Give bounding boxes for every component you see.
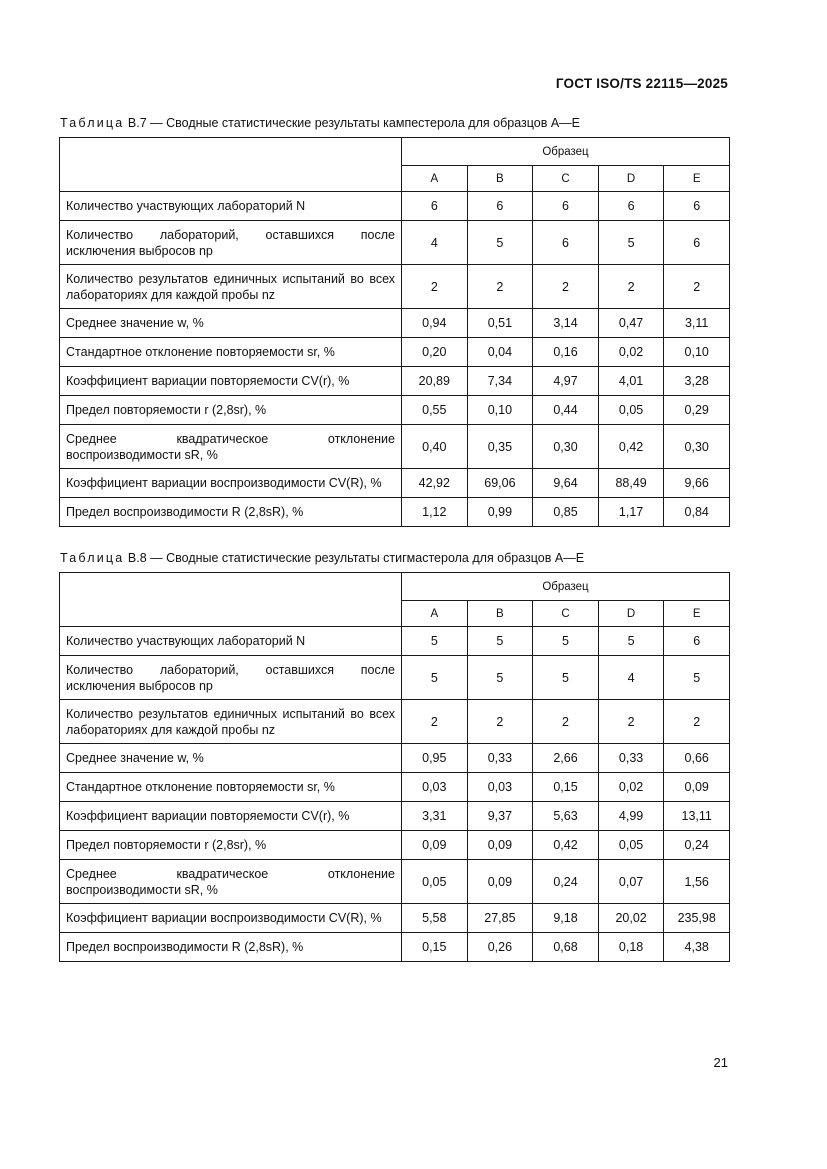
cell-value: 0,02 xyxy=(598,338,664,367)
cell-value: 3,11 xyxy=(664,309,730,338)
cell-value: 0,05 xyxy=(598,396,664,425)
cell-value: 5 xyxy=(402,627,468,656)
table-row xyxy=(60,860,730,904)
cell-value: 0,09 xyxy=(402,831,468,860)
header-blank-cell xyxy=(60,573,402,627)
table-row xyxy=(60,367,730,396)
cell-value: 6 xyxy=(664,627,730,656)
cell-value: 6 xyxy=(598,192,664,221)
cell-value: 0,42 xyxy=(598,425,664,469)
cell-value: 6 xyxy=(402,192,468,221)
cell-value: 2 xyxy=(467,700,533,744)
table-row xyxy=(60,744,730,773)
cell-value: 0,18 xyxy=(598,933,664,962)
cell-value: 2 xyxy=(598,265,664,309)
cell-value: 0,15 xyxy=(402,933,468,962)
cell-value: 6 xyxy=(664,221,730,265)
cell-value: 0,51 xyxy=(467,309,533,338)
cell-value: 0,95 xyxy=(402,744,468,773)
cell-value: 6 xyxy=(467,192,533,221)
row-label: Среднее значение w, % xyxy=(60,744,402,773)
header-blank-cell xyxy=(60,138,402,192)
cell-value: 0,05 xyxy=(402,860,468,904)
cell-value: 2 xyxy=(402,265,468,309)
sample-header-a: A xyxy=(402,601,468,627)
table-row xyxy=(60,656,730,700)
row-label: Стандартное отклонение повторяемости sr, % xyxy=(60,773,402,802)
table-row xyxy=(60,831,730,860)
row-label: Среднее квадратическое отклонение воспроизводимости sR, % xyxy=(60,425,402,469)
cell-value: 0,24 xyxy=(533,860,599,904)
table-row xyxy=(60,265,730,309)
row-label: Количество результатов единичных испытаний во всех лабораториях для каждой пробы nz xyxy=(60,700,402,744)
cell-value: 0,55 xyxy=(402,396,468,425)
table-row xyxy=(60,904,730,933)
row-label: Коэффициент вариации повторяемости CV(r), % xyxy=(60,367,402,396)
cell-value: 0,09 xyxy=(467,860,533,904)
cell-value: 6 xyxy=(533,221,599,265)
sample-header-c: C xyxy=(533,601,599,627)
cell-value: 20,89 xyxy=(402,367,468,396)
cell-value: 9,37 xyxy=(467,802,533,831)
cell-value: 2 xyxy=(664,700,730,744)
cell-value: 0,85 xyxy=(533,498,599,527)
cell-value: 0,15 xyxy=(533,773,599,802)
cell-value: 0,03 xyxy=(467,773,533,802)
cell-value: 1,12 xyxy=(402,498,468,527)
caption-prefix: Таблица xyxy=(60,551,125,565)
cell-value: 0,40 xyxy=(402,425,468,469)
row-label: Предел воспроизводимости R (2,8sR), % xyxy=(60,498,402,527)
row-label: Количество результатов единичных испытаний во всех лабораториях для каждой пробы nz xyxy=(60,265,402,309)
cell-value: 0,30 xyxy=(533,425,599,469)
table-row xyxy=(60,773,730,802)
cell-value: 5 xyxy=(402,656,468,700)
cell-value: 2 xyxy=(533,265,599,309)
row-label: Количество участвующих лабораторий N xyxy=(60,192,402,221)
cell-value: 9,66 xyxy=(664,469,730,498)
table-row xyxy=(60,469,730,498)
cell-value: 2,66 xyxy=(533,744,599,773)
sample-header-b: B xyxy=(467,166,533,192)
sample-header-a: A xyxy=(402,166,468,192)
sample-header-d: D xyxy=(598,166,664,192)
caption-text: B.8 — Сводные статистические результаты стигмастерола для образцов A—E xyxy=(127,551,585,565)
cell-value: 0,33 xyxy=(467,744,533,773)
row-label: Количество лабораторий, оставшихся после исключения выбросов np xyxy=(60,656,402,700)
cell-value: 5 xyxy=(467,656,533,700)
sample-header-b: B xyxy=(467,601,533,627)
cell-value: 1,56 xyxy=(664,860,730,904)
cell-value: 0,66 xyxy=(664,744,730,773)
cell-value: 0,35 xyxy=(467,425,533,469)
cell-value: 0,09 xyxy=(664,773,730,802)
cell-value: 5 xyxy=(598,221,664,265)
cell-value: 5 xyxy=(598,627,664,656)
cell-value: 235,98 xyxy=(664,904,730,933)
cell-value: 5,63 xyxy=(533,802,599,831)
sample-header-e: E xyxy=(664,601,730,627)
cell-value: 2 xyxy=(402,700,468,744)
caption-text: B.7 — Сводные статистические результаты кампестерола для образцов A—E xyxy=(127,116,580,130)
cell-value: 7,34 xyxy=(467,367,533,396)
cell-value: 3,28 xyxy=(664,367,730,396)
row-label: Коэффициент вариации повторяемости CV(r), % xyxy=(60,802,402,831)
cell-value: 4 xyxy=(598,656,664,700)
cell-value: 27,85 xyxy=(467,904,533,933)
table-row xyxy=(60,627,730,656)
cell-value: 2 xyxy=(664,265,730,309)
table-row xyxy=(60,933,730,962)
cell-value: 0,42 xyxy=(533,831,599,860)
cell-value: 88,49 xyxy=(598,469,664,498)
cell-value: 20,02 xyxy=(598,904,664,933)
table-b7-caption xyxy=(60,116,580,130)
row-label: Предел повторяемости r (2,8sr), % xyxy=(60,831,402,860)
cell-value: 6 xyxy=(533,192,599,221)
cell-value: 4 xyxy=(402,221,468,265)
cell-value: 0,47 xyxy=(598,309,664,338)
cell-value: 0,03 xyxy=(402,773,468,802)
cell-value: 0,09 xyxy=(467,831,533,860)
cell-value: 0,04 xyxy=(467,338,533,367)
cell-value: 2 xyxy=(598,700,664,744)
cell-value: 5 xyxy=(533,627,599,656)
row-label: Среднее значение w, % xyxy=(60,309,402,338)
cell-value: 0,68 xyxy=(533,933,599,962)
sample-header-c: C xyxy=(533,166,599,192)
row-label: Среднее квадратическое отклонение воспроизводимости sR, % xyxy=(60,860,402,904)
cell-value: 0,05 xyxy=(598,831,664,860)
cell-value: 3,14 xyxy=(533,309,599,338)
table-row xyxy=(60,396,730,425)
table-row xyxy=(60,192,730,221)
cell-value: 0,02 xyxy=(598,773,664,802)
cell-value: 9,18 xyxy=(533,904,599,933)
sample-header-d: D xyxy=(598,601,664,627)
table-row xyxy=(60,498,730,527)
cell-value: 0,30 xyxy=(664,425,730,469)
cell-value: 0,29 xyxy=(664,396,730,425)
sample-header-e: E xyxy=(664,166,730,192)
cell-value: 4,99 xyxy=(598,802,664,831)
cell-value: 69,06 xyxy=(467,469,533,498)
page-number: 21 xyxy=(713,1055,728,1070)
sample-group-header: Образец xyxy=(402,138,730,166)
cell-value: 6 xyxy=(664,192,730,221)
cell-value: 2 xyxy=(467,265,533,309)
table-row xyxy=(60,802,730,831)
cell-value: 0,07 xyxy=(598,860,664,904)
cell-value: 9,64 xyxy=(533,469,599,498)
row-label: Стандартное отклонение повторяемости sr, % xyxy=(60,338,402,367)
cell-value: 5,58 xyxy=(402,904,468,933)
cell-value: 0,44 xyxy=(533,396,599,425)
cell-value: 0,84 xyxy=(664,498,730,527)
table-row xyxy=(60,338,730,367)
row-label: Предел воспроизводимости R (2,8sR), % xyxy=(60,933,402,962)
row-label: Предел повторяемости r (2,8sr), % xyxy=(60,396,402,425)
table-row xyxy=(60,309,730,338)
cell-value: 0,10 xyxy=(664,338,730,367)
cell-value: 4,97 xyxy=(533,367,599,396)
cell-value: 0,99 xyxy=(467,498,533,527)
caption-prefix: Таблица xyxy=(60,116,125,130)
table-row xyxy=(60,221,730,265)
row-label: Количество участвующих лабораторий N xyxy=(60,627,402,656)
cell-value: 0,20 xyxy=(402,338,468,367)
row-label: Количество лабораторий, оставшихся после исключения выбросов np xyxy=(60,221,402,265)
cell-value: 5 xyxy=(467,221,533,265)
cell-value: 4,01 xyxy=(598,367,664,396)
table-row xyxy=(60,425,730,469)
cell-value: 13,11 xyxy=(664,802,730,831)
cell-value: 4,38 xyxy=(664,933,730,962)
cell-value: 5 xyxy=(467,627,533,656)
table-row xyxy=(60,700,730,744)
cell-value: 42,92 xyxy=(402,469,468,498)
cell-value: 0,33 xyxy=(598,744,664,773)
cell-value: 1,17 xyxy=(598,498,664,527)
cell-value: 0,24 xyxy=(664,831,730,860)
cell-value: 2 xyxy=(533,700,599,744)
cell-value: 0,16 xyxy=(533,338,599,367)
cell-value: 5 xyxy=(664,656,730,700)
cell-value: 0,10 xyxy=(467,396,533,425)
table-b8-caption xyxy=(60,551,584,565)
document-code: ГОСТ ISO/TS 22115—2025 xyxy=(555,76,728,91)
row-label: Коэффициент вариации воспроизводимости CV(R), % xyxy=(60,904,402,933)
row-label: Коэффициент вариации воспроизводимости CV(R), % xyxy=(60,469,402,498)
sample-group-header: Образец xyxy=(402,573,730,601)
cell-value: 0,94 xyxy=(402,309,468,338)
table-b7 xyxy=(59,137,730,527)
table-b8 xyxy=(59,572,730,962)
cell-value: 5 xyxy=(533,656,599,700)
cell-value: 3,31 xyxy=(402,802,468,831)
cell-value: 0,26 xyxy=(467,933,533,962)
